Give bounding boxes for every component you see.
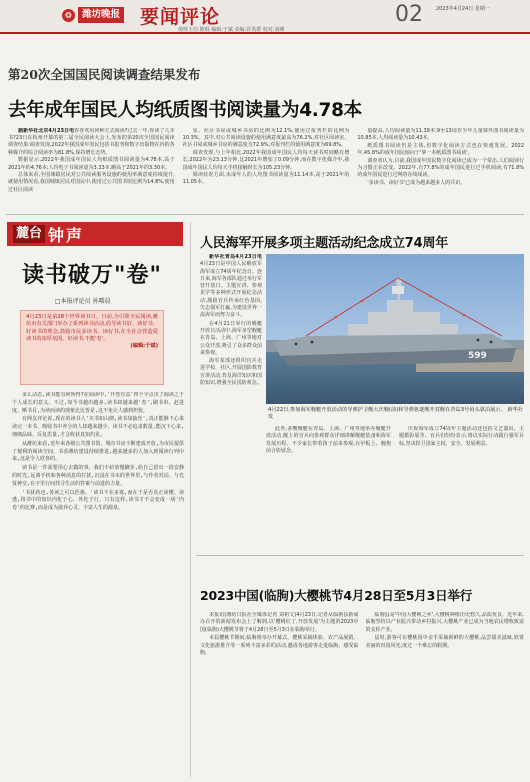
- section-divider: [6, 214, 524, 215]
- warship-photo-illustration: [266, 254, 524, 404]
- cherry-paragraph: 临朐县是'中国大樱桃之乡',大樱桃种植历史悠久,品质优良。近年来,临朐坚持以产业振兴带动乡村振兴,大樱桃产业已成为当地农民增收致富的支柱产业。: [365, 612, 524, 633]
- section-title: 要闻评论: [140, 6, 221, 28]
- column-paragraph: 读书是一件需要用心去做的事。我们不妨放慢脚步,给自己留出一段安静的时光,远离手机和各种消息的打扰,沉浸在书本的世界里,与作者对话、与先贤神交,在字里行间找寻生活的答案与前进的力量。: [12, 465, 184, 487]
- column-byline: □本报评论员 孙曙晨: [55, 298, 111, 305]
- column-divider: [190, 222, 191, 777]
- photo-caption: 4月22日,参加海军舰艇开放活动的导弹护卫舰大庆舰(前)和导弹驱逐舰开封舰在青岛3号码头靠泊展示。 新华社发: [268, 407, 523, 420]
- story-column: [357, 128, 524, 201]
- column-banner-name: 钟声: [48, 225, 85, 245]
- story-paragraph: 数据显示,2022年我国成年国民人均纸质图书阅读量为4.78本,高于2021年的4.76本;人均电子书阅读量为3.33本,略高于2021年的3.30本。: [8, 157, 175, 171]
- cherry-paragraph: 本报讯(潍坊日报社全媒体记者 刘祖文)4月23日,记者从临朐县新闻办召开的新闻发布会上了解到,以'樱桃红了,开放发展'为主题的2023中国(临朐)大樱桃节将于4月28日至5月3日在临朐举行。: [200, 612, 359, 633]
- column-paragraph: '书犹药也,善读之可以医愚。'读书不在多寡,而在于是否真正读懂、读透,将书中的知识内化于心、外化于行。只有这样,读书才不会变成一场'内卷'的比赛,而是成为滋养心灵、丰富人生的源泉。: [12, 489, 184, 512]
- masthead: [0, 0, 530, 34]
- navy-left-text: [200, 254, 262, 550]
- cherry-body: [200, 612, 524, 777]
- column-lead-editor: (编辑:于斌): [130, 343, 158, 350]
- story-paragraph: 调查发现,与上年相比,2022年我国成年国民人均每天读书时间略有增长,2022年为23.13分钟,比2021年增加了0.09分钟,而在数字化媒介中,我国成年国民人均每天手机接触时长为105.23分钟。: [182, 150, 350, 171]
- column-title: 读书破万"卷": [22, 263, 162, 288]
- navy-paragraph: 海军某部还组织官兵走进学校、社区,开展国防教育宣讲活动,普及海洋知识和国防知识,增强全民国防观念。: [200, 358, 262, 387]
- cherry-column: [366, 612, 525, 777]
- column-banner-tag: 麓台: [13, 225, 45, 243]
- story-paragraph: 调查者认为,目前,我国成年国民数字化阅读已成为一个常态,人们阅读行为习惯正在改变。2022年,有77.8%的成年国民进行过手机阅读;有71.8%的成年国民进行过网络在线阅读。: [357, 157, 525, 179]
- staff-line: 值班主任:陈琨 编辑:于斌 美编:许英群 校对:刘峰: [178, 27, 285, 33]
- column-lead-text: 4月23日是第28个世界读书日。日前,为引领全民阅读,潍坊市有关部门举办了系列读书活动,倡导读书好、读好书、好读书的理念,鼓励市民多读书、读好书,在全社会营造爱读书的浓厚氛围。好读书,不能'卷'。: [26, 314, 158, 342]
- story-kicker: 第20次全国国民阅读调查结果发布: [8, 67, 201, 82]
- column-paragraph: 有网友评论说,现在的读书人'买书如山倒,读书如抽丝',真正能静下心来读完一本书、吸收书中养分的人却越来越少。读书不必追求数量,能沉下心来,细细品味、反复思量,才会收获真知灼见。: [12, 416, 184, 438]
- story-byline: 据新华社北京4月23日电: [18, 128, 75, 134]
- column-paragraph: 多么动态,读书能有何所得?在阅读中,'开卷有益'四个字点出了阅读之于个人成长的意义。不过,如今书越出越多,读书却越来越'卷',刷书单、赶进度、晒书目,为读而读的现象比比皆是,这不免让人感到担忧。: [12, 392, 184, 414]
- story-paragraph: 据新华社北京4月23日电你喜欢用何种方式阅读?过去一年,你读了几本书?23日在杭州开幕的第二届全民阅读大会上,发布的第20次全国国民阅读调查结果:调查发现,2022年我国成年国民包括书报刊和数字出版物在内的各种媒介的综合阅读率为81.8%,保持增长态势。: [8, 128, 175, 156]
- column-banner: [7, 222, 183, 246]
- navy-dateline: 新华社青岛4月23日电: [209, 254, 262, 260]
- story-column: [8, 128, 175, 201]
- story-paragraph: '多读书、读好书'已成为越来越多人的共识。: [367, 179, 466, 186]
- navy-column: [399, 426, 524, 550]
- story-divider: [196, 555, 524, 556]
- navy-body: [266, 426, 524, 550]
- navy-paragraph: 此外,多艘舰艇在青岛、上海、广州等地举办舰艇开放活动,舰上的官兵向参观群众详细讲解舰艇装备和海军发展历程。不少家长带着孩子前来参观,在甲板上、舰炮前合影留念。: [266, 426, 391, 454]
- story-paragraph: 总体来看,全国城镇居民对公共阅读服务设施的使用率满意度持续提升,就使用情况看,我国城镇居民对国民中,使用过公共图书馆比例为14.8%,使用过社区阅读: [8, 172, 175, 193]
- story-paragraph: 阅读状况方面,未成年人的人均图书阅读量为11.14本,高于2021年的11.05本。: [182, 172, 350, 186]
- story-paragraph: 量提高,人均阅读量为11.39本;9至13周岁少年儿童课外图书阅读量为10.85本,人均阅读量为10.43本。: [357, 128, 525, 142]
- cherry-column: [200, 612, 359, 777]
- story-paragraph: 纸质图书阅读仍是主体,但数字化阅读方式也在快速发展。2022年,45.8%的成年国民倾向于'拿一本纸质图书阅读'。: [357, 142, 525, 157]
- story-column: [183, 128, 350, 201]
- column-lead-box: [20, 310, 164, 385]
- logo-text: 潍坊晚报: [78, 7, 124, 23]
- column-body: [12, 392, 184, 776]
- cherry-paragraph: 届时,游客可在樱桃园中亲手采摘新鲜的大樱桃,品尝甜美滋味,欣赏美丽的田园风光,度过一个难忘的假期。: [365, 635, 524, 649]
- issue-date: 2023年4月24日 星期一: [436, 6, 490, 12]
- warship-photo: [266, 254, 524, 404]
- cherry-paragraph: 本届樱桃节期间,临朐将举办开幕式、樱桃采摘体验、农产品展销、文化旅游推介等一系列丰富多彩的活动,邀请各地游客走进临朐、感受临朐。: [200, 635, 359, 657]
- story-headline: 去年成年国民人均纸质图书阅读量为4.78本: [8, 100, 362, 121]
- svg-text:599: 599: [468, 351, 487, 361]
- page-number: 02: [395, 2, 423, 27]
- navy-column: [266, 426, 391, 550]
- navy-paragraph: 在4月21日举行的舰艇开放日活动中,海军多型舰艇在青岛、上海、广州等地对公众开放,吸引了众多群众前来参观。: [200, 320, 262, 356]
- navy-paragraph: 庆祝海军成立74周年主题活动还包括文艺演出、主题摄影展等。官兵们纷纷表示,将以实际行动践行强军目标,坚决捍卫国家主权、安全、发展利益。: [399, 426, 524, 447]
- story-paragraph: 室、社区书屋或城乡书房的比例为12.1%;使用过报刊栏的比例为10.3%。其中,对公共阅读设施的使用满意度最高为76.2%,对社区阅读室、社区书屋或城乡书房的满意度为72.9%,对报刊栏的使用满意度为69.8%。: [182, 128, 350, 149]
- newspaper-logo: [62, 6, 124, 24]
- navy-headline: 人民海军开展多项主题活动纪念成立74周年: [200, 236, 449, 251]
- logo-icon: ❂: [62, 9, 75, 22]
- navy-paragraph: 新华社青岛4月23日电4月23日是中国人民解放军海军成立74周年纪念日。连日来,海军各部队通过举行军营开放日、主题宣讲、参观见学等多种形式开展纪念活动,激励官兵传承红色基因,矢志强军打赢,为建设世界一流海军而努力奋斗。: [200, 254, 262, 319]
- cherry-headline: 2023中国(临朐)大樱桃节4月28日至5月3日举行: [200, 588, 473, 603]
- story-body: [8, 128, 524, 201]
- column-paragraph: 从潍坊来看,近年来各级公共图书馆、城市书房不断建成开放,为市民提供了便利的阅读空间。书香潍坊建设持续推进,越来越多的人加入到阅读行列中来,这是令人欣喜的。: [12, 440, 184, 463]
